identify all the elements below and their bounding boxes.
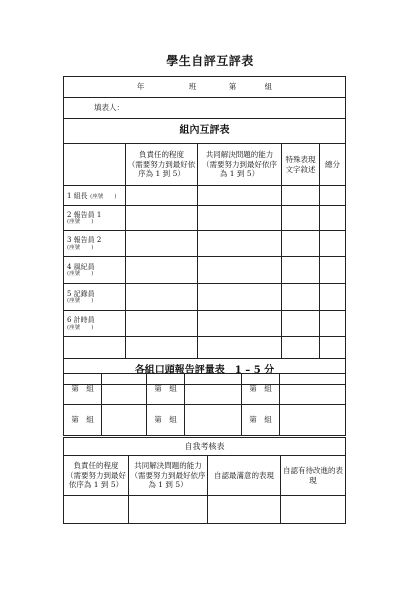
self-score-cell[interactable] (129, 496, 208, 524)
table-row (64, 284, 346, 311)
score-cell[interactable] (198, 311, 282, 337)
score-cell[interactable] (102, 405, 147, 436)
self-responsibility-header: 負責任的程度 （需要努力到最好依序為 1 到 5） (64, 456, 129, 496)
di-label: 第 (71, 384, 79, 394)
zu-label: 組 (264, 415, 272, 425)
table-row (64, 257, 346, 284)
score-cell[interactable] (126, 206, 198, 231)
comment-cell[interactable] (282, 284, 320, 311)
role-label: 4 風紀員 (67, 262, 95, 271)
zu-label: 組 (169, 384, 177, 394)
role-label: 2 報告員 1 (67, 210, 102, 219)
table-row (64, 374, 346, 405)
score-cell[interactable] (185, 405, 242, 436)
di-label: 第 (154, 415, 162, 425)
self-satisfied-header: 自認最滿意的表現 (208, 456, 281, 496)
total-cell[interactable] (320, 206, 346, 231)
year-label: 年 (136, 82, 145, 92)
comment-cell[interactable] (282, 257, 320, 284)
responsibility-header: 負責任的程度 （需要努力到最好依序為 1 到 5） (126, 144, 198, 186)
comment-cell[interactable] (282, 337, 320, 359)
special-header: 特殊表現 文字敘述 (282, 144, 320, 186)
role-header-cell (64, 144, 126, 186)
zu-label: 組 (86, 415, 94, 425)
class-label: 班 (188, 82, 197, 92)
role-cell (64, 206, 126, 231)
score-cell[interactable] (126, 284, 198, 311)
total-cell[interactable] (320, 186, 346, 206)
seat-label: (座號 ) (90, 193, 117, 200)
oral-report-table (63, 373, 346, 436)
problem-solving-header: 共同解決問題的能力 （需要努力到最好依序為 1 到 5） (198, 144, 282, 186)
score-cell[interactable] (280, 374, 346, 405)
di-label: 第 (154, 384, 162, 394)
section-oral-title: 各組口頭報告評量表 1 – 5 分 (64, 359, 346, 385)
table-row (64, 337, 346, 359)
table-row (64, 231, 346, 257)
total-cell[interactable] (320, 257, 346, 284)
role-cell (64, 284, 126, 311)
group-number-cell (242, 374, 280, 405)
score-cell[interactable] (198, 337, 282, 359)
group-number-cell (147, 405, 185, 436)
score-cell[interactable] (126, 337, 198, 359)
di-label: 第 (71, 415, 79, 425)
total-cell[interactable] (320, 284, 346, 311)
seat-label: (座號 ) (67, 219, 94, 226)
self-comment-cell[interactable] (208, 496, 281, 524)
total-header: 總分 (320, 144, 346, 186)
section-intra-title: 組內互評表 (64, 119, 346, 144)
number-label: 第 (228, 82, 237, 92)
seat-label: (座號 ) (67, 298, 94, 305)
score-cell[interactable] (280, 405, 346, 436)
table-row (64, 496, 346, 524)
self-comment-cell[interactable] (281, 496, 346, 524)
role-cell (64, 231, 126, 257)
score-cell[interactable] (102, 374, 147, 405)
score-cell[interactable] (198, 186, 282, 206)
score-cell[interactable] (126, 231, 198, 257)
role-label: 5 記錄員 (67, 289, 95, 298)
self-problem-solving-header: 共同解決問題的能力 （需要努力到最好依序為 1 到 5） (129, 456, 208, 496)
score-cell[interactable] (185, 374, 242, 405)
blank-cell (64, 337, 126, 359)
zu-label: 組 (86, 384, 94, 394)
table-row (64, 311, 346, 337)
group-number-cell (64, 374, 102, 405)
role-label: 1 組長 (67, 191, 88, 200)
group-number-cell (147, 374, 185, 405)
intra-group-table (63, 76, 346, 385)
self-assessment-table (63, 437, 346, 524)
filler-row (64, 98, 346, 119)
table-row (64, 186, 346, 206)
score-cell[interactable] (126, 186, 198, 206)
score-cell[interactable] (198, 206, 282, 231)
score-cell[interactable] (126, 311, 198, 337)
comment-cell[interactable] (282, 231, 320, 257)
self-score-cell[interactable] (64, 496, 129, 524)
total-cell[interactable] (320, 231, 346, 257)
score-cell[interactable] (126, 257, 198, 284)
zu-label: 組 (169, 415, 177, 425)
zu-label: 組 (264, 384, 272, 394)
seat-label: (座號 ) (67, 271, 94, 278)
role-label: 3 報告員 2 (67, 236, 102, 245)
total-cell[interactable] (320, 337, 346, 359)
section-self-title: 自我考核表 (64, 438, 346, 456)
score-cell[interactable] (198, 231, 282, 257)
score-cell[interactable] (198, 284, 282, 311)
score-cell[interactable] (198, 257, 282, 284)
role-cell (64, 257, 126, 284)
page-title: 學生自評互評表 (166, 54, 254, 68)
comment-cell[interactable] (282, 206, 320, 231)
di-label: 第 (249, 415, 257, 425)
group-number-cell (64, 405, 102, 436)
seat-label: (座號 ) (67, 244, 94, 251)
role-label: 6 計時員 (67, 316, 95, 325)
role-cell (64, 186, 126, 206)
group-label: 組 (264, 82, 273, 92)
class-info-row (64, 77, 346, 98)
filler-label: 填表人： (94, 103, 124, 113)
role-cell (64, 311, 126, 337)
total-cell[interactable] (320, 311, 346, 337)
comment-cell[interactable] (282, 186, 320, 206)
self-improve-header: 自認有待改進的表現 (281, 456, 346, 496)
table-row (64, 405, 346, 436)
di-label: 第 (249, 384, 257, 394)
seat-label: (座號 ) (67, 324, 94, 331)
comment-cell[interactable] (282, 311, 320, 337)
table-row (64, 206, 346, 231)
group-number-cell (242, 405, 280, 436)
